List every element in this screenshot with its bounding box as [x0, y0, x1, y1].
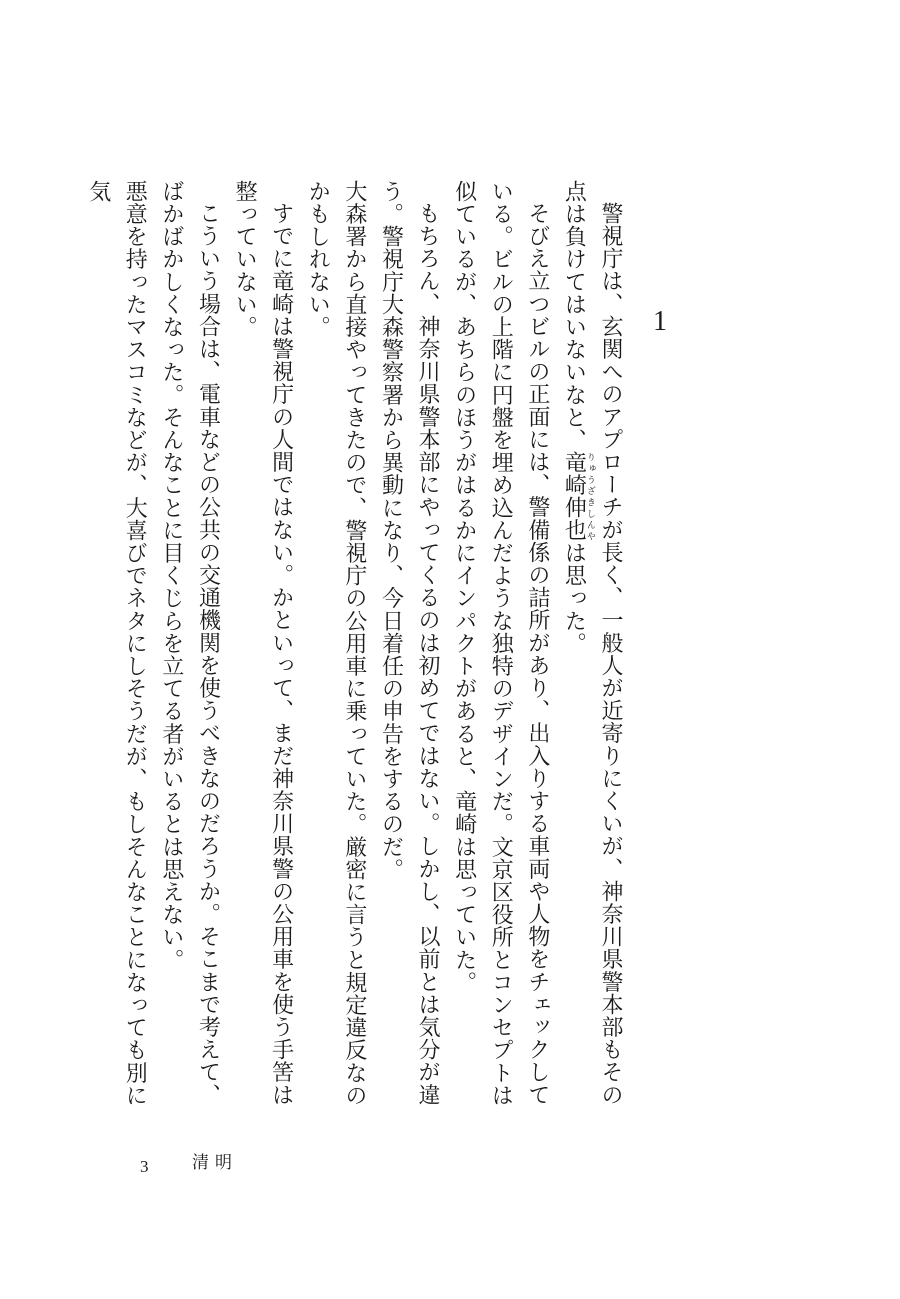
- paragraph-1: [555, 180, 628, 1110]
- paragraph-2: そびえ立つビルの正面には、警備係の詰所があり、出入りする車両や人物をチェックしている。ビルの上階に円盤を埋め込んだような独特のデザインだ。文京区役所とコンセプトは似ているが、あちらのほうがはるかにインパクトがあると、竜崎は思っていた。: [451, 180, 550, 1107]
- paragraph-6: こういう場合は、電車などの公共の交通機関を使うべきなのだろうか。そこまで考えて、ばかばかしくなった。そんなことに目くじらを立てる者がいるとは思えない。: [158, 180, 221, 1106]
- ruby-base: 竜崎伸也: [561, 451, 587, 542]
- paragraph-5: すでに竜崎は警視庁の人間ではない。かといって、まだ神奈川県警の公用車を使う手筈は整っていない。: [232, 180, 294, 1106]
- paragraph-3: もちろん、神奈川県警本部にやってくるのは初めてではない。しかし、以前とは気分が違う。警視庁大森警察署から異動になり、今日着任の申告をするのだ。: [378, 180, 441, 1106]
- running-title: 清明: [192, 1153, 238, 1173]
- paragraph-4: 大森署から直接やってきたので、警視庁の公用車に乗っていた。厳密に言うと規定違反なのかもしれない。: [305, 180, 367, 1107]
- paragraph-1-text-b: は思った。: [561, 541, 587, 655]
- paragraph-7: 悪意を持ったマスコミなどが、大喜びでネタにしそうだが、もしそんなことになっても別に気: [85, 180, 148, 1107]
- ruby-reading: りゅうざきしんや: [584, 451, 595, 542]
- paragraph-1-text-a: 警視庁は、玄関へのアプローチが長く、一般人が近寄りにくいが、神奈川県警本部もその点は負けてはいないなと、: [561, 180, 623, 1106]
- name-ruby: [561, 451, 595, 542]
- page-number: 3: [140, 1157, 149, 1176]
- body-text: [85, 180, 628, 1110]
- chapter-number: 1: [653, 306, 667, 337]
